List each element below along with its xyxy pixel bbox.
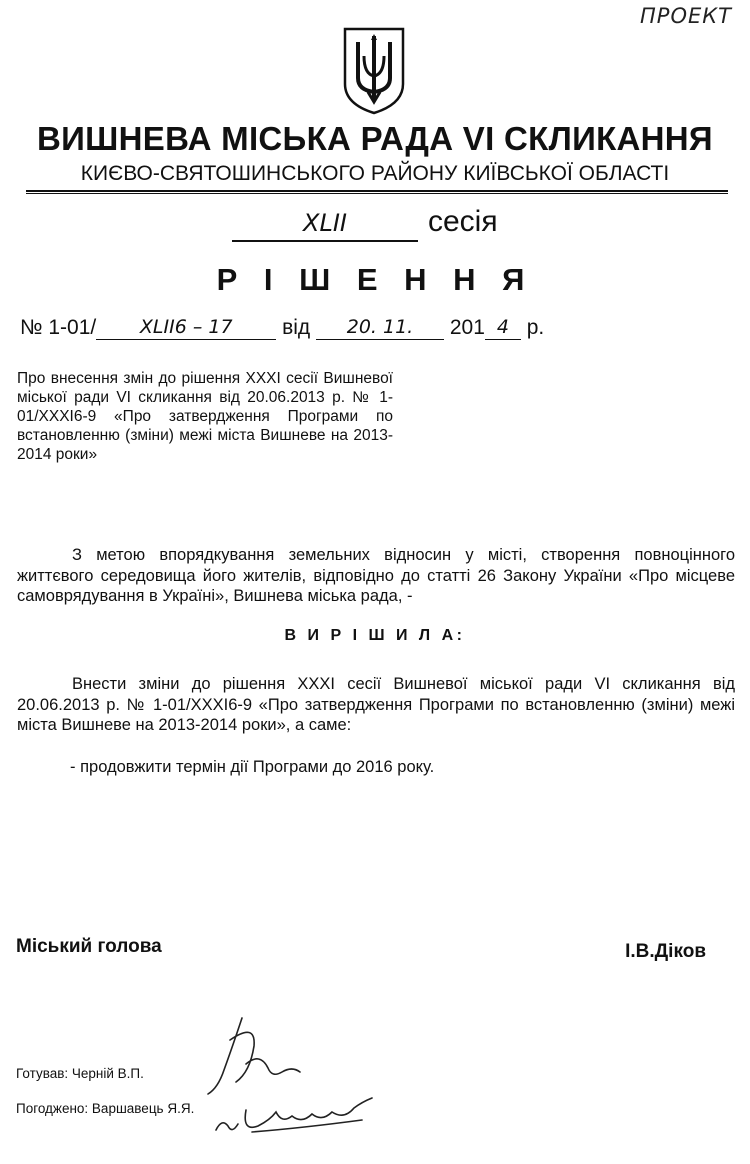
draft-stamp: ПРОЕКТ [640, 4, 732, 28]
year-prefix: 201 [449, 316, 485, 339]
prepared-by: Готував: Черній В.П. [16, 1066, 144, 1081]
handwritten-signature-prepared [196, 1012, 306, 1098]
year-suffix: р. [526, 316, 545, 339]
decision-date-handwritten: 20. 11. [316, 315, 444, 340]
agreed-by: Погоджено: Варшавець Я.Я. [16, 1101, 195, 1116]
signatory-title: Міський голова [16, 936, 162, 957]
decision-number-handwritten: XLII6 – 17 [96, 315, 276, 340]
signatory-name: І.В.Діков [625, 941, 706, 962]
decision-item-paragraph: Внести зміни до рішення XXXI сесії Вишневої міської ради VI скликання від 20.06.2013 р. № 1-01/XXXI6-9 «Про затвердження Програми по встановленню (зміни) межі міста Вишневе на 2013-2014 роки», а саме: [17, 675, 735, 734]
session-number-handwritten: XLII [232, 206, 418, 242]
handwritten-signature-agreed [212, 1090, 382, 1140]
header-divider-thin [26, 193, 728, 194]
decision-number-line [20, 315, 544, 340]
district-name: КИЄВО-СВЯТОШИНСЬКОГО РАЙОНУ КИЇВСЬКОЇ ОБЛАСТІ [80, 162, 670, 185]
trident-coat-of-arms-icon [342, 26, 406, 116]
from-label: від [282, 316, 311, 339]
decision-item-extend: - продовжити термін дії Програми до 2016 року. [70, 758, 435, 776]
number-prefix: № 1-01/ [20, 316, 97, 339]
session-line [232, 205, 498, 242]
council-name: ВИШНЕВА МІСЬКА РАДА VI СКЛИКАННЯ [37, 120, 713, 157]
year-digit-handwritten: 4 [485, 315, 521, 340]
preamble-paragraph: З метою впорядкування земельних відносин у місті, створення повноцінного життєвого середовища його жителів, відповідно до статті 26 Закону України «Про місцеве самоврядування в Україні», Вишнева міська рада, - [17, 546, 735, 605]
decision-subject: Про внесення змін до рішення XXXI сесії Вишневої міської ради VI скликання від 20.06.2013 р. № 1-01/XXXI6-9 «Про затвердження Програми по встановленню (зміни) межі міста Вишневе на 2013-2014 роки» [17, 370, 393, 463]
resolved-heading: В И Р І Ш И Л А: [284, 627, 466, 644]
decision-title: Р І Ш Е Н Н Я [216, 262, 534, 297]
session-word: сесія [428, 205, 498, 238]
header-divider [26, 190, 728, 192]
